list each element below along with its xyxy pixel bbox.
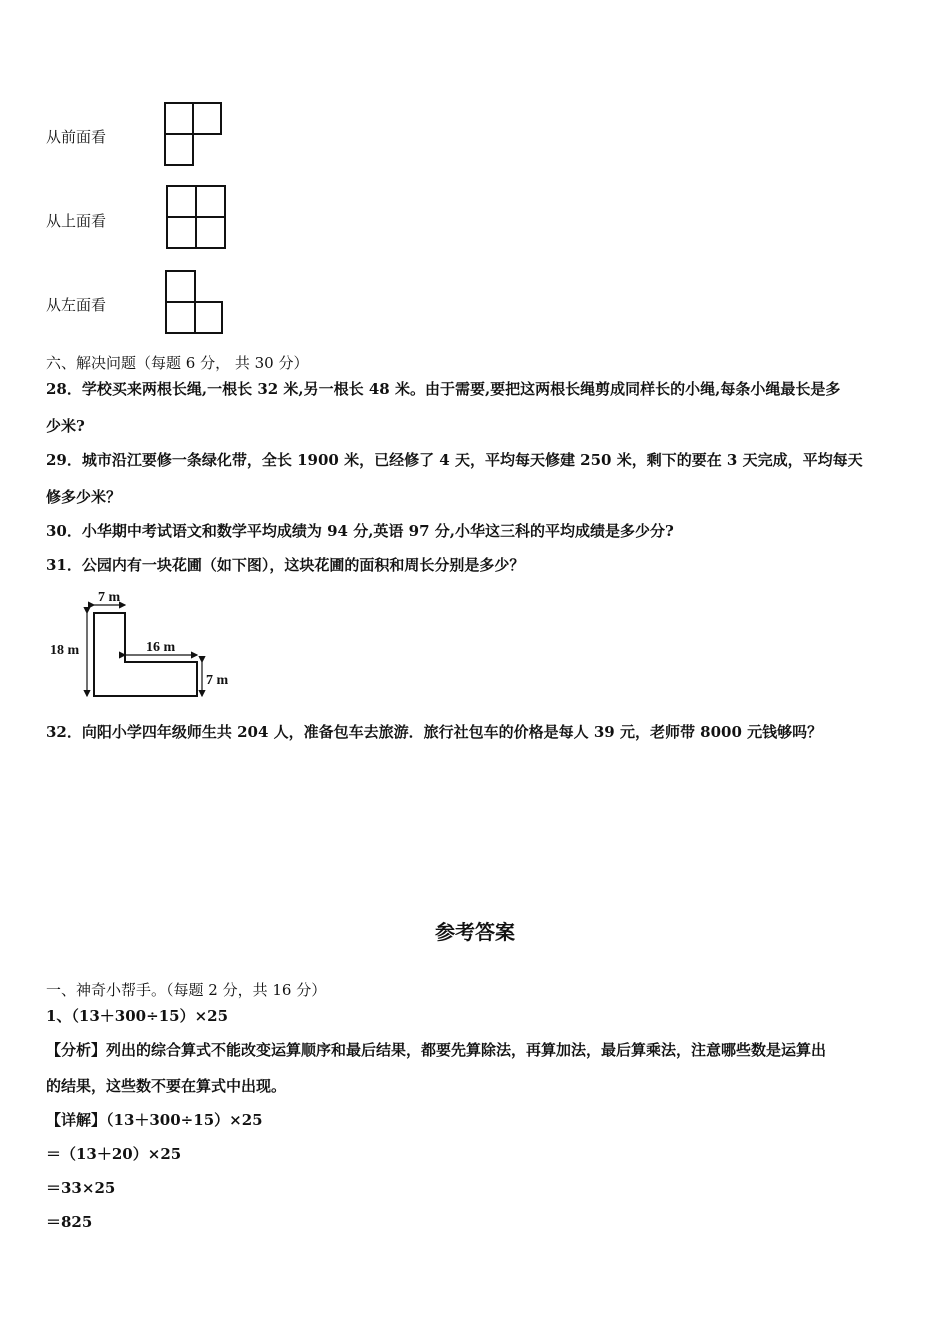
question-29-line2: 修多少米？: [46, 488, 122, 506]
calc-step-1: ＝（13＋20）×25: [46, 1145, 182, 1163]
question-29-line1: 29．城市沿江要修一条绿化带，全长 1900 米，已经修了 4 天，平均每天修建 250 米，剩下的要在 3 天完成，平均每天: [46, 451, 863, 469]
section6-heading: 六、解决问题（每题 6 分， 共 30 分）: [46, 354, 309, 372]
view-label-left: 从左面看: [46, 296, 107, 314]
question-30: 30．小华期中考试语文和数学平均成绩为 94 分,英语 97 分,小华这三科的平均成绩是多少分?: [46, 522, 674, 540]
view-label-front: 从前面看: [46, 128, 107, 146]
analysis-line1: 【分析】列出的综合算式不能改变运算顺序和最后结果，都要先算除法，再算加法，最后算乘法，注意哪些数是运算出: [46, 1041, 827, 1059]
answers-section1-heading: 一、神奇小帮手。（每题 2 分，共 16 分）: [46, 981, 327, 999]
top-view-grid: [165, 184, 227, 250]
question-28-line1: 28．学校买来两根长绳,一根长 32 米,另一根长 48 米。由于需要,要把这两根长绳剪成同样长的小绳,每条小绳最长是多: [46, 380, 841, 398]
view-label-top: 从上面看: [46, 212, 107, 230]
calc-step-3: ＝825: [46, 1213, 93, 1231]
calc-step-2: ＝33×25: [46, 1179, 116, 1197]
garden-figure: [46, 586, 246, 702]
front-view-grid: [163, 101, 225, 167]
question-28-line2: 少米?: [46, 417, 85, 435]
answer-1: 1、（13＋300÷15）×25: [46, 1007, 229, 1025]
dim-left-label: 18 m: [50, 643, 80, 658]
left-view-grid: [164, 269, 226, 335]
dim-top-label: 7 m: [98, 590, 121, 605]
question-31: 31．公园内有一块花圃（如下图），这块花圃的面积和周长分别是多少？: [46, 556, 525, 574]
dim-middle-label: 16 m: [146, 640, 176, 655]
detail-line: 【详解】（13＋300÷15）×25: [46, 1111, 263, 1129]
dim-right-label: 7 m: [206, 673, 229, 688]
answers-title: 参考答案: [435, 920, 515, 944]
question-32: 32．向阳小学四年级师生共 204 人，准备包车去旅游．旅行社包车的价格是每人 39 元，老师带 8000 元钱够吗？: [46, 723, 823, 741]
analysis-line2: 的结果，这些数不要在算式中出现。: [46, 1077, 287, 1095]
